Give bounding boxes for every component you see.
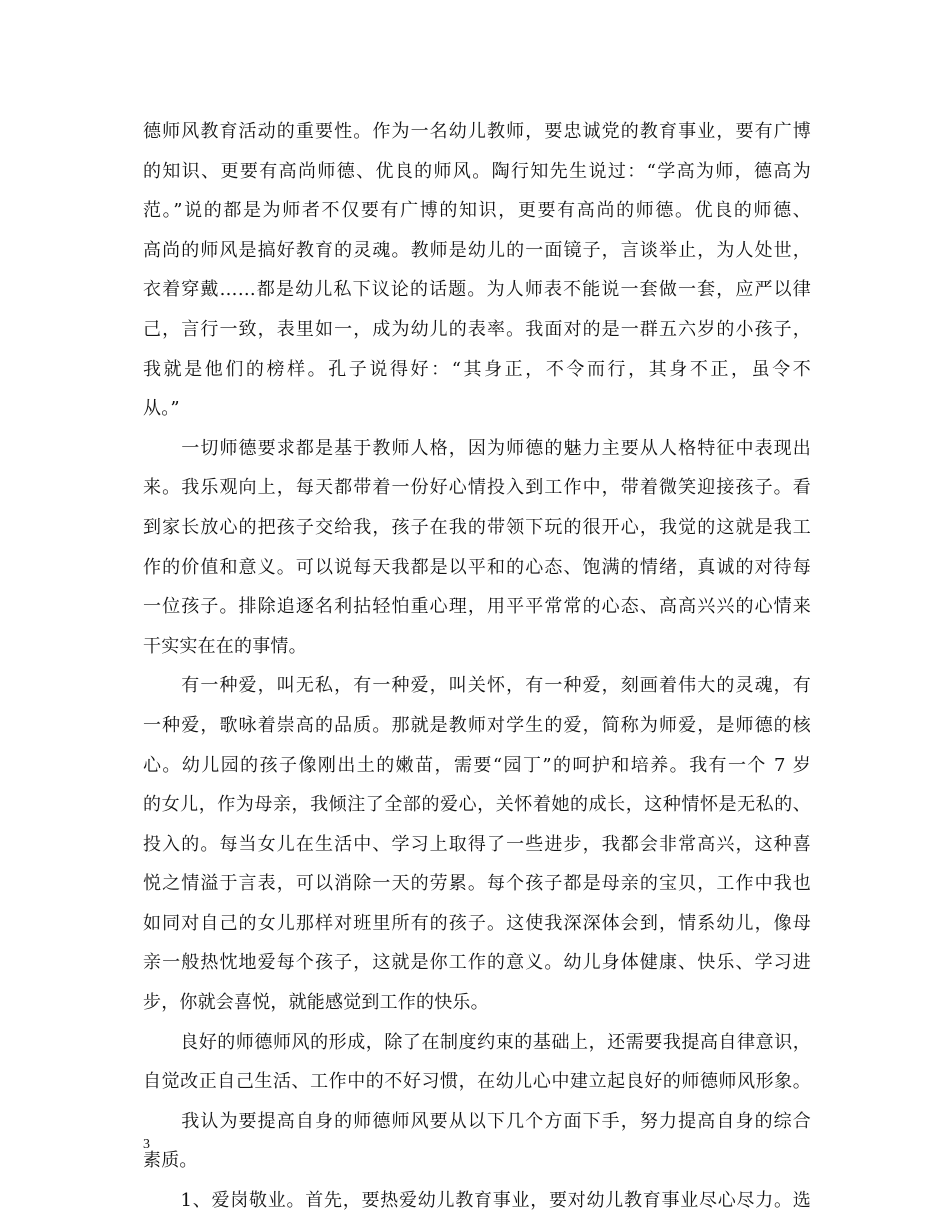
text-line: 一种爱，歌咏着崇高的品质。那就是教师对学生的爱，简称为师爱，是师德的核 (143, 714, 811, 736)
text-line: 作的价值和意义。可以说每天我都是以平和的心态、饱满的情绪，真诚的对待每 (143, 556, 811, 578)
text-line: 从。” (143, 398, 180, 420)
text-line: 我认为要提高自身的师德师风要从以下几个方面下手，努力提高自身的综合 (143, 1110, 811, 1132)
text-line: 到家长放心的把孩子交给我，孩子在我的带领下玩的很开心，我觉的这就是我工 (143, 516, 811, 538)
text-line: 范。”说的都是为师者不仅要有广博的知识，更要有高尚的师德。优良的师德、 (143, 200, 811, 222)
text-line: 如同对自己的女儿那样对班里所有的孩子。这使我深深体会到，情系幼儿，像母 (143, 912, 811, 934)
text-line: 一切师德要求都是基于教师人格，因为师德的魅力主要从人格特征中表现出 (143, 437, 811, 459)
text-line: 的女儿，作为母亲，我倾注了全部的爱心，关怀着她的成长，这种情怀是无私的、 (143, 794, 811, 816)
text-line: 干实实在在的事情。 (143, 635, 307, 657)
text-line: 的知识、更要有高尚师德、优良的师风。陶行知先生说过：“学高为师，德高为 (143, 160, 811, 182)
body-text (143, 112, 811, 1221)
text-line: 来。我乐观向上，每天都带着一份好心情投入到工作中，带着微笑迎接孩子。看 (143, 477, 811, 499)
page-number: 3 (143, 1137, 150, 1152)
text-line: 自觉改正自己生活、工作中的不好习惯，在幼儿心中建立起良好的师德师风形象。 (143, 1071, 811, 1093)
text-line: 德师风教育活动的重要性。作为一名幼儿教师，要忠诚党的教育事业，要有广博 (143, 121, 811, 142)
text-line: 己，言行一致，表里如一，成为幼儿的表率。我面对的是一群五六岁的小孩子， (143, 318, 811, 340)
text-line: 悦之情溢于言表，可以消除一天的劳累。每个孩子都是母亲的宝贝，工作中我也 (143, 873, 811, 895)
text-line: 衣着穿戴……都是幼儿私下议论的话题。为人师表不能说一套做一套，应严以律 (143, 279, 811, 301)
text-line: 亲一般热忱地爱每个孩子，这就是你工作的意义。幼儿身体健康、快乐、学习进 (143, 952, 811, 974)
text-line: 投入的。每当女儿在生活中、学习上取得了一些进步，我都会非常高兴，这种喜 (143, 833, 811, 855)
text-line: 一位孩子。排除追逐名利拈轻怕重心理，用平平常常的心态、高高兴兴的心情来 (143, 596, 811, 618)
text-line: 1、爱岗敬业。首先，要热爱幼儿教育事业，要对幼儿教育事业尽心尽力。选 (143, 1190, 811, 1212)
text-line: 有一种爱，叫无私，有一种爱，叫关怀，有一种爱，刻画着伟大的灵魂，有 (143, 675, 811, 697)
text-line: 心。幼儿园的孩子像刚出土的嫩苗，需要“园丁”的呵护和培养。我有一个 7 岁 (143, 754, 811, 776)
text-line: 素质。 (143, 1150, 198, 1172)
text-line: 步，你就会喜悦，就能感觉到工作的快乐。 (143, 992, 489, 1014)
text-line: 良好的师德师风的形成，除了在制度约束的基础上，还需要我提高自律意识， (143, 1031, 811, 1053)
text-line: 高尚的师风是搞好教育的灵魂。教师是幼儿的一面镜子，言谈举止，为人处世， (143, 239, 811, 261)
text-line: 我就是他们的榜样。孔子说得好：“其身正，不令而行，其身不正，虽令不 (143, 358, 811, 380)
